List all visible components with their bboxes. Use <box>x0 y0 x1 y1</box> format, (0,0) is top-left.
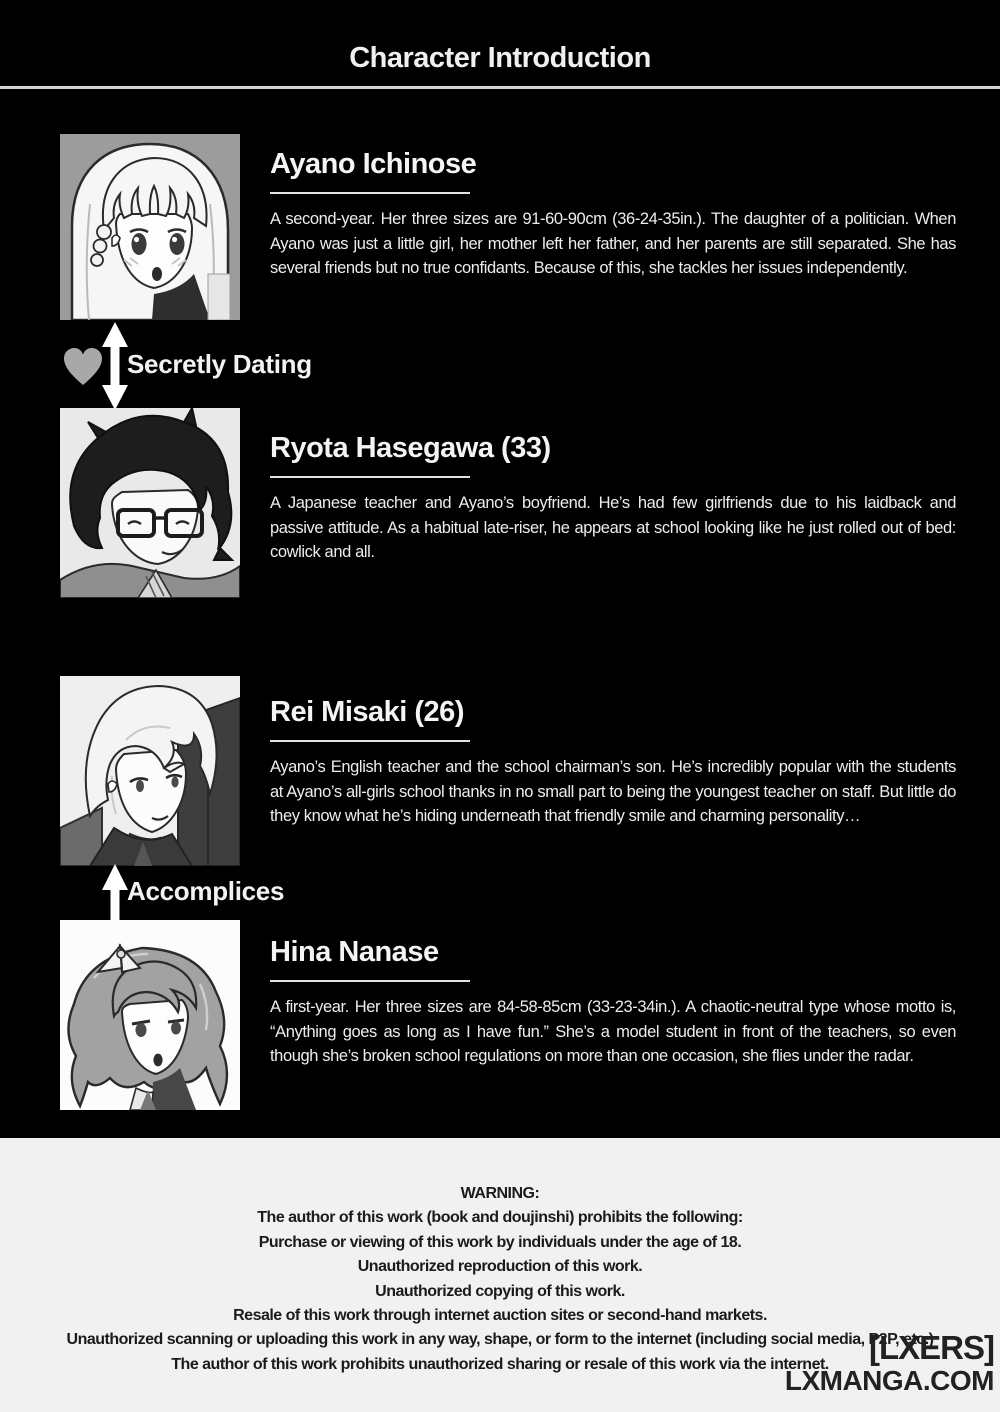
relation-label-secretly-dating: Secretly Dating <box>127 349 312 379</box>
character-name-ryota: Ryota Hasegawa (33) <box>270 432 551 464</box>
heart-icon <box>62 347 104 387</box>
character-name-hina: Hina Nanase <box>270 936 439 968</box>
ayano-portrait-art <box>60 134 240 320</box>
character-name-rei: Rei Misaki (26) <box>270 696 464 728</box>
ayano-name-underline <box>270 192 470 194</box>
warning-line: Unauthorized reproduction of this work. <box>357 1258 643 1276</box>
character-name-ayano: Ayano Ichinose <box>270 148 477 180</box>
ayano-portrait <box>60 134 240 320</box>
watermark-lxers: [LXERS] <box>869 1329 994 1366</box>
rei-name-underline <box>270 740 470 742</box>
character-description-hina: A first-year. Her three sizes are 84-58-85cm (33-23-34in.). A chaotic-neutral type whose motto is, “Anything goes as long as I have fun.” She’s a model student in front of the teachers, so even though she’s broken school regulations on more than one occasion, she flies under the radar. <box>270 998 956 1065</box>
relation-label-accomplices: Accomplices <box>127 876 285 906</box>
hina-info <box>270 936 956 1069</box>
hina-portrait-art <box>60 920 240 1110</box>
site-watermark <box>785 1330 994 1396</box>
rei-info <box>270 696 956 829</box>
warning-line: Purchase or viewing of this work by individuals under the age of 18. <box>258 1233 742 1251</box>
warning-line: The author of this work prohibits unauthorized sharing or resale of this work via the internet. <box>171 1355 829 1373</box>
character-description-ayano: A second-year. Her three sizes are 91-60-90cm (36-24-35in.). The daughter of a politician. When Ayano was just a little girl, her mother left her father, and her parents are still separated. She has several friends but no true confidants. Because of this, she tackles her issues independently. <box>270 210 956 277</box>
watermark-lxmanga: LXMANGA.COM <box>784 1365 994 1396</box>
ryota-portrait <box>60 408 240 598</box>
warning-line: The author of this work (book and doujinshi) prohibits the following: <box>257 1209 743 1227</box>
title-divider <box>0 86 1000 89</box>
page-title: Character Introduction <box>349 42 651 74</box>
warning-footer <box>0 1138 1000 1412</box>
warning-line: Unauthorized scanning or uploading this work in any way, shape, or form to the internet (including social media, P2P, etc.) <box>66 1331 934 1349</box>
warning-line: WARNING: <box>460 1185 540 1202</box>
ayano-info <box>270 148 956 281</box>
rei-portrait <box>60 676 240 866</box>
hina-portrait <box>60 920 240 1110</box>
ryota-name-underline <box>270 476 470 478</box>
up-arrow-icon <box>100 864 130 921</box>
character-description-ryota: A Japanese teacher and Ayano’s boyfriend. He’s had few girlfriends due to his laidback and passive attitude. As a habitual late-riser, he appears at school looking like he just rolled out of bed: cowlick and all. <box>270 494 956 561</box>
character-description-rei: Ayano’s English teacher and the school chairman’s son. He’s incredibly popular with the students at Ayano’s all-girls school thanks in no small part to being the youngest teacher on staff. But little do they know what he’s hiding underneath that friendly smile and charming personality… <box>270 758 956 825</box>
warning-line: Resale of this work through internet auction sites or second-hand markets. <box>233 1307 767 1325</box>
double-arrow-icon <box>100 322 130 410</box>
ryota-portrait-art <box>60 408 240 598</box>
ryota-info <box>270 432 956 565</box>
hina-name-underline <box>270 980 470 982</box>
warning-line: Unauthorized copying of this work. <box>375 1282 625 1300</box>
rei-portrait-art <box>60 676 240 866</box>
